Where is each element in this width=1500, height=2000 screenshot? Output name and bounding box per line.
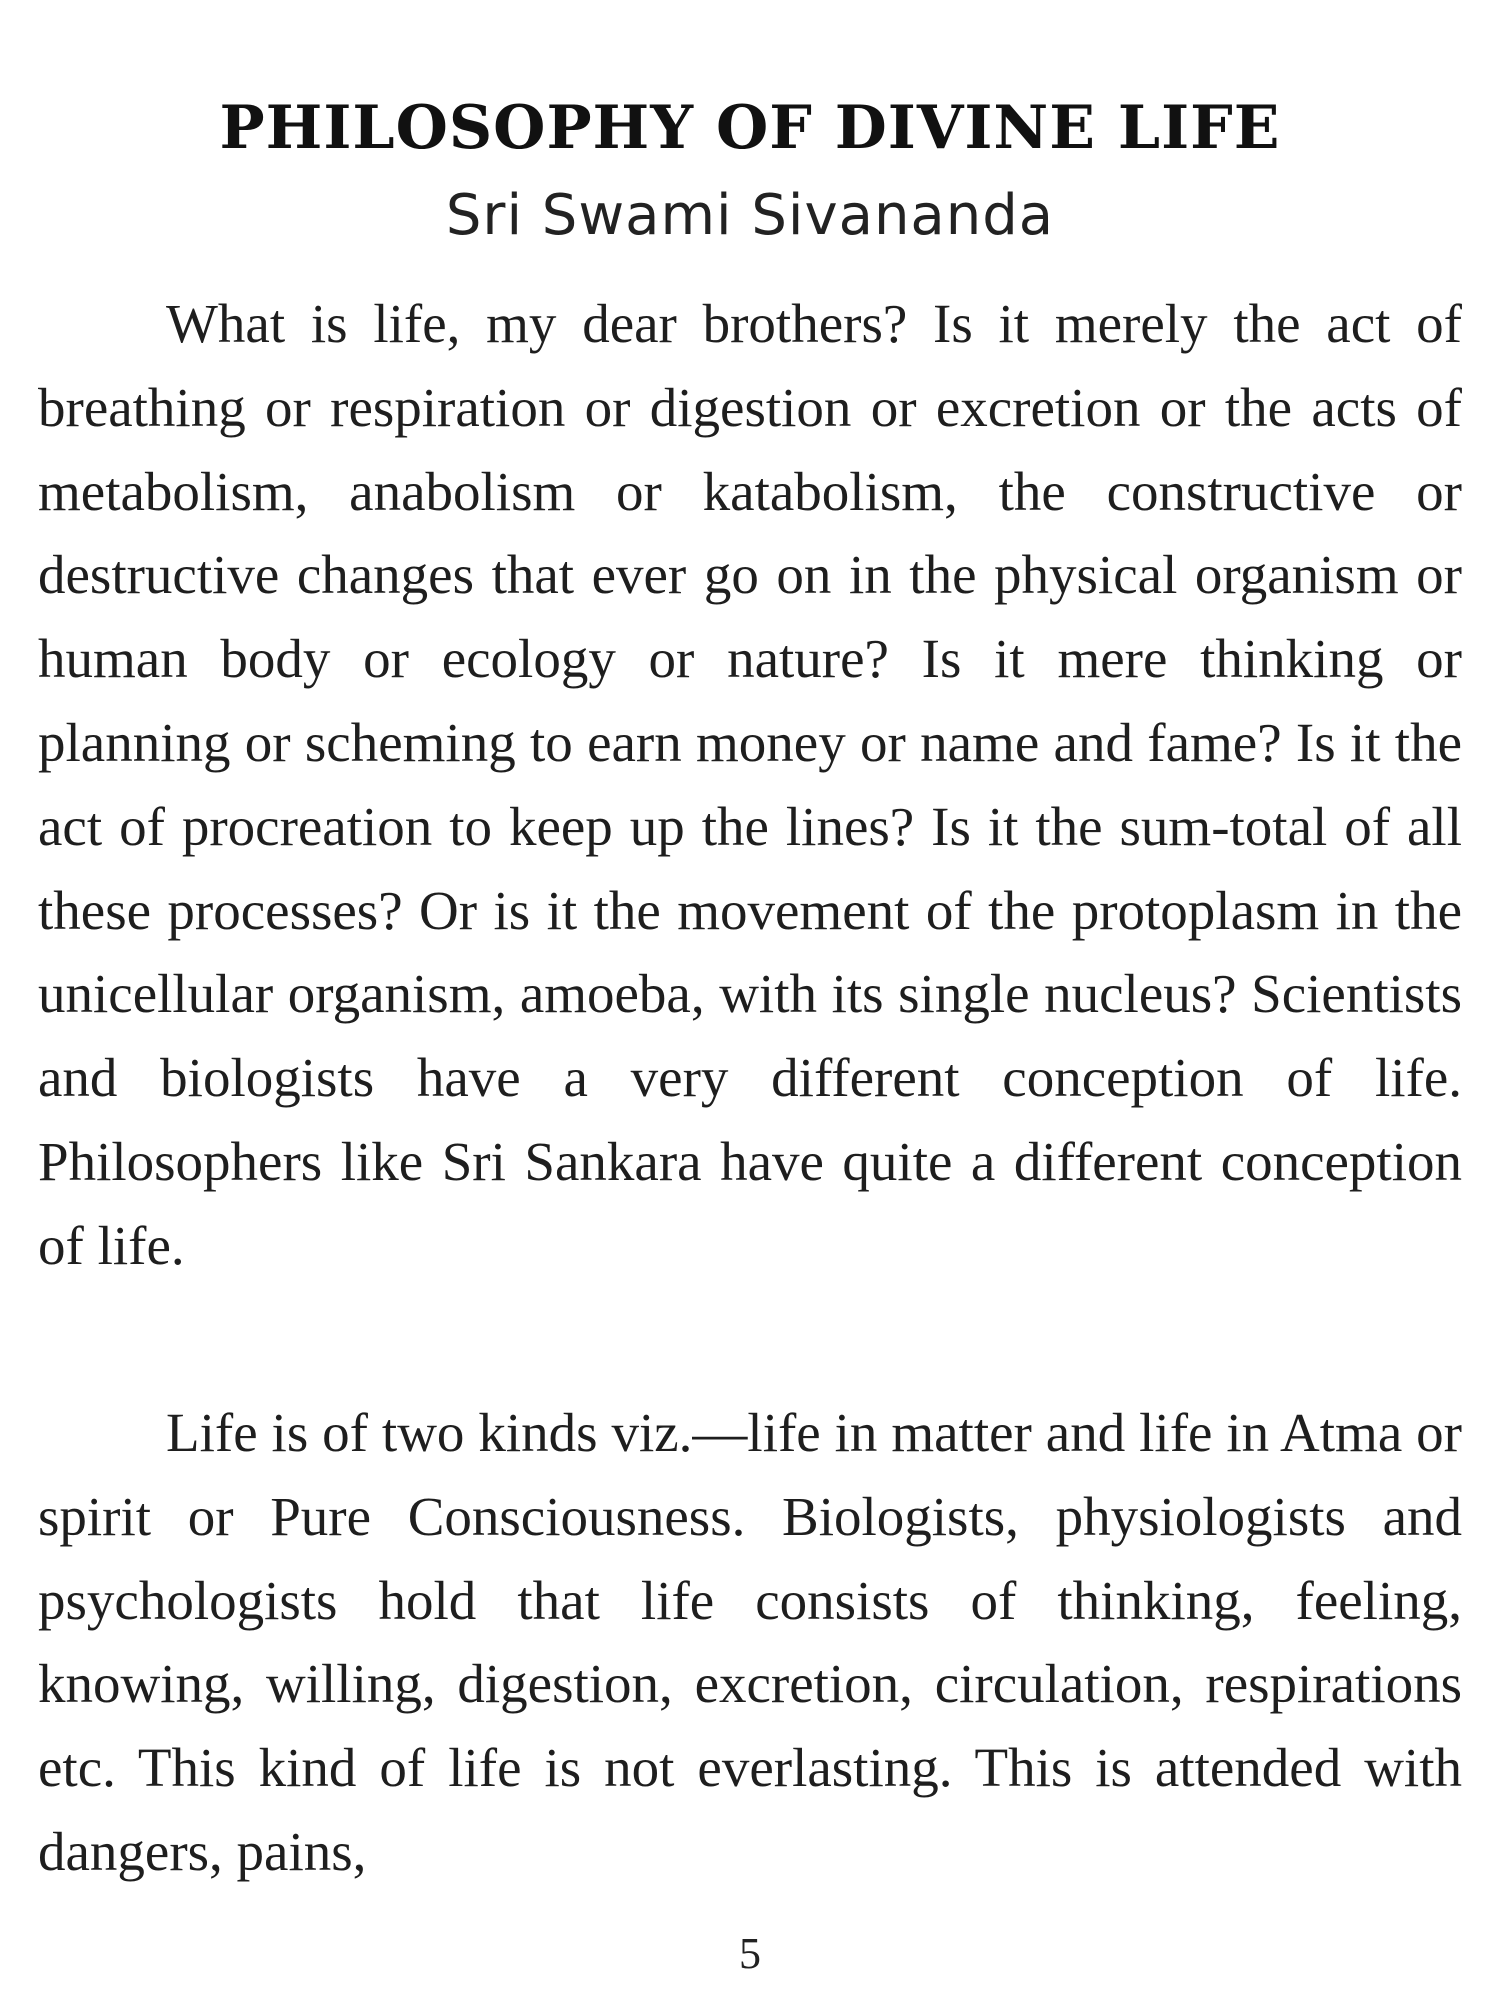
author-name: Sri Swami Sivananda [445, 183, 1055, 248]
paragraph-1: What is life, my dear brothers? Is it merely the act of breathing or respiration or digestion or excretion or the acts of metabolism, anabolism or katabolism, the constructive or destructive changes that ever go on in the physical organism or human body or ecology or nature? Is it mere thinking or planning or scheming to earn money or name and fame? Is it the act of procreation to keep up the lines? Is it the sum-total of all these processes? Or is it the movement of the protoplasm in the unicellular organism, amoeba, with its single nucleus? Scientists and biologists have a very different conception of life. Philosophers like Sri Sankara have quite a different conception of life. [38, 293, 1462, 1276]
chapter-title: PHILOSOPHY OF DIVINE LIFE [219, 93, 1281, 164]
page-number: 5 [739, 1929, 761, 1978]
paragraph-2: Life is of two kinds viz.—life in matter and life in Atma or spirit or Pure Consciousness. Biologists, physiologists and psychologists hold that life consists of thinking, feeling, knowing, willing, digestion, excretion, circulation, respirations etc. This kind of life is not everlasting. This is attended with dangers, pains, [38, 1402, 1462, 1882]
